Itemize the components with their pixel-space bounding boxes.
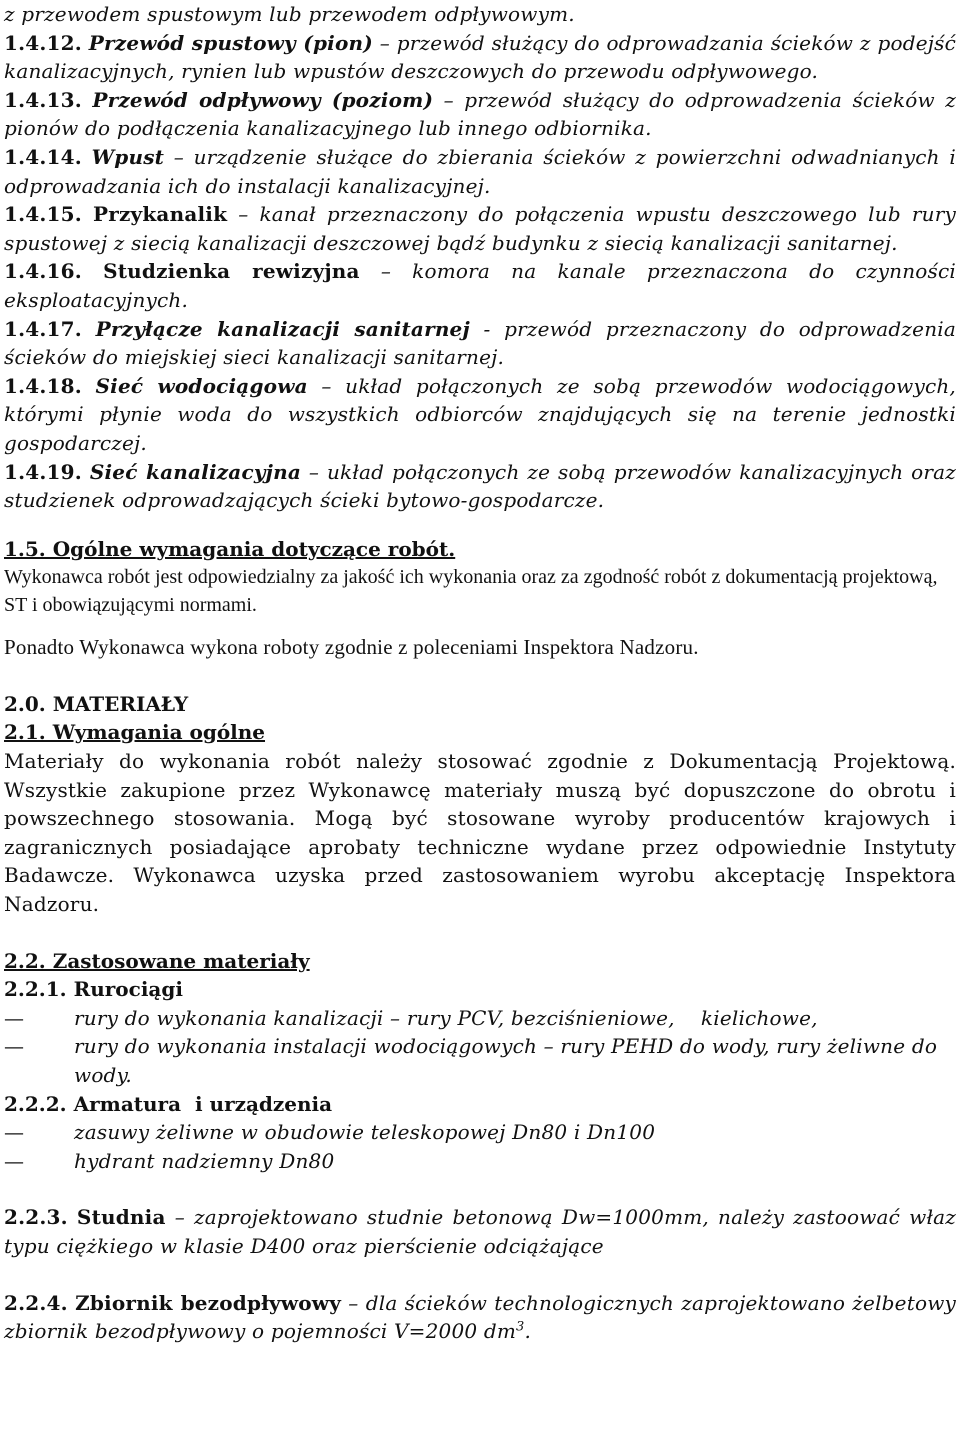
- section-2-1-heading: 2.1. Wymagania ogólne: [4, 720, 266, 745]
- section-2-0-heading: 2.0. MATERIAŁY: [4, 691, 189, 716]
- section-2-1-paragraph: Materiały do wykonania robót należy stosować zgodnie z Dokumentacją Projektową. Wszystkie zakupione przez Wykonawcę materiały muszą być dopuszczone do obrotu i powszechnego stosowania. Mogą być stosowane wyroby producentów krajowych i zagranicznych posiadające aprobaty techniczne wydane przez odpowiednie Instytuty Badawcze. Wykonawca uzyska przed zastosowaniem wyrobu akceptację Inspektora Nadzoru.: [4, 749, 956, 917]
- definition-1-4-19: 1.4.19. Sieć kanalizacyjna – układ połączonych ze sobą przewodów kanalizacyjnych oraz studzienek odprowadzających ścieki bytowo-gospodarcze.: [4, 459, 957, 513]
- dash-bullet: —: [4, 1034, 25, 1059]
- superscript-3: 3: [516, 1319, 525, 1335]
- section-1-5-note: Ponadto Wykonawca wykona roboty zgodnie z poleceniami Inspektora Nadzoru.: [4, 635, 699, 660]
- definitions-list: [4, 29, 956, 515]
- definition-1-4-15: 1.4.15. Przykanalik – kanał przeznaczony do połączenia wpustu deszczowego lub rury spustowej z siecią kanalizacji deszczowej bądź budynku z siecią kanalizacji sanitarnej.: [4, 202, 957, 255]
- section-1-5-heading: 1.5. Ogólne wymagania dotyczące robót.: [4, 536, 456, 561]
- definition-1-4-12: 1.4.12. Przewód spustowy (pion) – przewód służący do odprowadzania ścieków z podejść kanalizacyjnych, rynien lub wpustów deszczowych do przewodu odpływowego.: [4, 30, 957, 84]
- definition-1-4-16: 1.4.16. Studzienka rewizyjna – komora na kanale przeznaczona do czynności eksploatacyjnych.: [4, 259, 957, 312]
- list-item: — rury do wykonania instalacji wodociągowych – rury PEHD do wody, rury żeliwne do wody.: [4, 1032, 956, 1089]
- list-item: — hydrant nadziemny Dn80: [4, 1147, 956, 1176]
- section-2-2-2-heading: 2.2.2. Armatura i urządzenia: [4, 1091, 333, 1116]
- section-2-2-4-paragraph: 2.2.4. Zbiornik bezodpływowy – dla ścieków technologicznych zaprojektowano żelbetowy zbiornik bezodpływowy o pojemności V=2000 $dm^3$.: [4, 1290, 957, 1344]
- dash-bullet: —: [4, 1148, 25, 1173]
- section-2-2-3-paragraph: 2.2.3. Studnia – zaprojektowano studnie betonową Dw=1000mm, należy zastoować właz typu ciężkiego w klasie D400 oraz pierścienie odciążające: [4, 1205, 956, 1258]
- section-2-2-1-heading: 2.2.1. Rurociągi: [4, 977, 183, 1002]
- definition-1-4-13: 1.4.13. Przewód odpływowy (poziom) – przewód służący do odprowadzenia ścieków z pionów do podłączenia kanalizacyjnego lub innego odbiornika.: [4, 87, 956, 141]
- definition-1-4-18: 1.4.18. Sieć wodociągowa – układ połączonych ze sobą przewodów wodociągowych, którymi płynie woda do wszystkich odbiorców znajdujących się na terenie jednostki gospodarczej.: [4, 373, 956, 455]
- definition-1-4-14: 1.4.14. Wpust – urządzenie służące do zbierania ścieków z powierzchni odwadnianych i odprowadzania ich do instalacji kanalizacyjnej.: [4, 144, 956, 198]
- section-1-5-paragraph: Wykonawca robót jest odpowiedzialny za jakość ich wykonania oraz za zgodność robót z dokumentacją projektową, ST i obowiązującymi normami.: [4, 566, 938, 617]
- intro-line: z przewodem spustowym lub przewodem odpływowym.: [4, 2, 575, 26]
- section-2-2-heading: 2.2. Zastosowane materiały: [4, 948, 310, 973]
- list-item: — rury do wykonania kanalizacji – rury PCV, bezciśnieniowe, kielichowe,: [4, 1004, 956, 1033]
- list-item: — zasuwy żeliwne w obudowie teleskopowej Dn80 i Dn100: [4, 1118, 956, 1147]
- dash-bullet: —: [4, 1120, 25, 1145]
- document-page: [4, 0, 956, 1346]
- dash-bullet: —: [4, 1005, 25, 1030]
- definition-1-4-17: 1.4.17. Przyłącze kanalizacji sanitarnej - przewód przeznaczony do odprowadzenia ścieków do miejskiej sieci kanalizacji sanitarnej.: [4, 316, 957, 370]
